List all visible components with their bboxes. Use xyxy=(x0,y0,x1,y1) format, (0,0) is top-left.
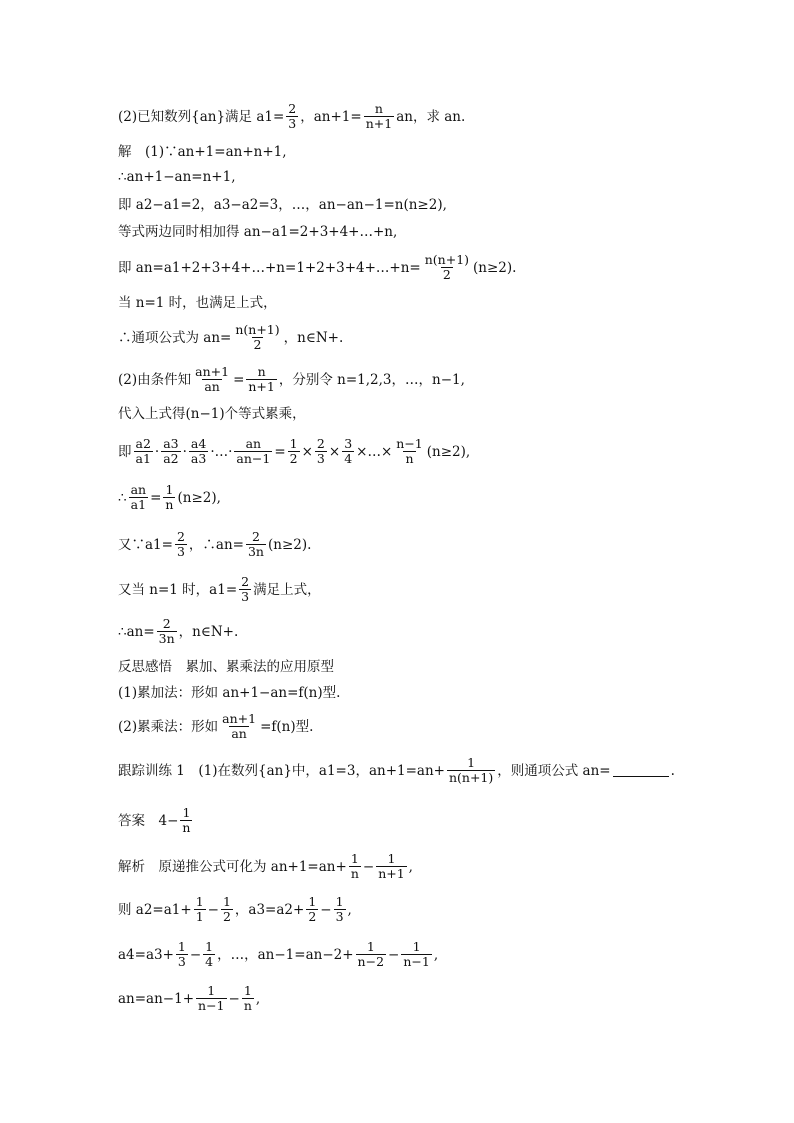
text: · xyxy=(182,443,187,460)
denominator: 4 xyxy=(344,451,353,466)
fraction xyxy=(342,437,354,466)
fraction xyxy=(233,323,281,352)
denominator: 2 xyxy=(253,337,262,352)
fraction xyxy=(246,530,266,559)
fraction xyxy=(239,575,251,604)
problem-2-statement xyxy=(118,102,465,131)
text: 则 a2=a1+ xyxy=(118,901,192,918)
text: a4=a3+ xyxy=(118,946,174,963)
answer-line xyxy=(118,806,194,835)
text: an，求 an. xyxy=(396,108,466,125)
text: ×…× xyxy=(356,443,393,460)
numerator: 1 xyxy=(165,482,174,497)
text: (1)累加法：形如 an+1−an=f(n)型. xyxy=(118,685,341,701)
numerator: a4 xyxy=(190,436,207,451)
numerator: n(n+1) xyxy=(235,322,280,337)
text: 解析 原递推公式可化为 an+1=an+ xyxy=(118,858,347,875)
answer-blank xyxy=(613,764,669,777)
solution-line xyxy=(118,168,236,186)
denominator: a1 xyxy=(130,497,147,512)
solution-line xyxy=(118,483,221,512)
fraction xyxy=(221,895,233,924)
text: = xyxy=(233,371,245,388)
text: 即 an=a1+2+3+4+…+n=1+2+3+4+…+n= xyxy=(118,259,421,276)
denominator: n xyxy=(405,451,414,466)
reflection-line xyxy=(118,712,313,741)
numerator: 1 xyxy=(177,939,186,954)
denominator: n−1 xyxy=(198,998,225,1013)
fraction xyxy=(364,102,394,131)
numerator: 1 xyxy=(205,939,214,954)
text: 又当 n=1 时，a1= xyxy=(118,581,238,598)
text: 即 a2−a1=2，a3−a2=3，…，an−an−1=n(n≥2), xyxy=(118,197,447,213)
solution-line xyxy=(118,617,238,646)
denominator: n xyxy=(243,998,252,1013)
text: 当 n=1 时，也满足上式， xyxy=(118,295,277,311)
text: ，n∈N+. xyxy=(178,623,239,640)
text: (n≥2). xyxy=(473,259,517,276)
denominator: a2 xyxy=(163,451,179,466)
fraction xyxy=(242,984,254,1013)
denominator: n−2 xyxy=(357,954,385,969)
denominator: 1 xyxy=(195,909,204,924)
text: (n≥2), xyxy=(426,443,471,460)
text: ，a3=a2+ xyxy=(234,901,305,918)
text: , xyxy=(408,858,413,875)
denominator: 3 xyxy=(316,451,325,466)
text: an=an−1+ xyxy=(118,990,195,1007)
text: × xyxy=(328,443,341,460)
text: × xyxy=(301,443,313,460)
text: ∴an= xyxy=(118,623,155,640)
text: = xyxy=(274,443,286,460)
fraction xyxy=(193,365,231,394)
numerator: 2 xyxy=(176,529,185,544)
denominator: 2 xyxy=(308,909,317,924)
numerator: 1 xyxy=(195,894,204,909)
fraction xyxy=(196,984,226,1013)
numerator: an xyxy=(245,436,262,451)
text: 解 (1)∵an+1=an+n+1, xyxy=(118,144,287,160)
denominator: 2 xyxy=(222,909,231,924)
denominator: 3 xyxy=(288,116,297,131)
text: − xyxy=(388,946,400,963)
fraction xyxy=(376,852,406,881)
denominator: 2 xyxy=(289,451,298,466)
solution-line xyxy=(118,294,277,312)
text: (2)由条件知 xyxy=(118,371,192,388)
numerator: n xyxy=(257,364,266,379)
text: − xyxy=(362,858,375,875)
fraction xyxy=(176,940,188,969)
text: 答案 4− xyxy=(118,812,179,829)
fraction xyxy=(334,895,346,924)
numerator: 1 xyxy=(207,983,216,998)
fraction xyxy=(234,437,272,466)
denominator: a3 xyxy=(190,451,207,466)
text: ，∴an= xyxy=(188,536,244,553)
denominator: n+1 xyxy=(248,379,275,394)
fraction xyxy=(203,940,215,969)
solution-line xyxy=(118,143,287,161)
denominator: 4 xyxy=(205,954,214,969)
solution-line xyxy=(118,405,306,423)
solution-line xyxy=(118,253,516,282)
fraction xyxy=(163,483,175,512)
practice-question xyxy=(118,756,675,785)
text: · xyxy=(154,443,160,460)
text: − xyxy=(207,901,219,918)
fraction xyxy=(161,437,180,466)
fraction xyxy=(447,756,495,785)
fraction xyxy=(220,712,258,741)
text: ，…，an−1=an−2+ xyxy=(217,946,354,963)
numerator: 1 xyxy=(182,805,191,820)
denominator: an−1 xyxy=(236,451,271,466)
fraction xyxy=(134,437,153,466)
denominator: an xyxy=(204,379,220,394)
denominator: an xyxy=(231,726,247,741)
fraction xyxy=(286,102,298,131)
reflection-line xyxy=(118,684,340,702)
fraction xyxy=(315,437,327,466)
numerator: 1 xyxy=(335,894,344,909)
denominator: 3 xyxy=(176,544,185,559)
numerator: an+1 xyxy=(222,711,257,726)
fraction xyxy=(401,940,431,969)
denominator: 3 xyxy=(177,954,186,969)
solution-line xyxy=(118,575,321,604)
numerator: 1 xyxy=(467,755,476,770)
reflection-heading xyxy=(118,658,334,676)
fraction xyxy=(423,253,471,282)
numerator: 1 xyxy=(366,939,375,954)
text: 跟踪训练 1 (1)在数列{an}中，a1=3，an+1=an+ xyxy=(118,762,445,779)
text: 等式两边同时相加得 an−a1=2+3+4+…+n, xyxy=(118,224,398,240)
numerator: 2 xyxy=(288,101,297,116)
text: − xyxy=(189,946,202,963)
numerator: 1 xyxy=(222,894,231,909)
analysis-line xyxy=(118,940,438,969)
numerator: n xyxy=(374,101,383,116)
denominator: n xyxy=(350,866,359,881)
denominator: n−1 xyxy=(403,954,430,969)
text: − xyxy=(320,901,332,918)
denominator: 3 xyxy=(241,589,250,604)
denominator: 2 xyxy=(442,267,451,282)
text: (n≥2), xyxy=(177,489,221,506)
text: , xyxy=(347,901,352,918)
analysis-line xyxy=(118,984,260,1013)
text: ·…· xyxy=(210,443,233,460)
numerator: n−1 xyxy=(396,436,423,451)
denominator: n+1 xyxy=(365,116,393,131)
solution-line xyxy=(118,323,343,352)
fraction xyxy=(180,806,192,835)
denominator: n xyxy=(165,497,174,512)
denominator: a1 xyxy=(135,451,151,466)
fraction xyxy=(349,852,361,881)
numerator: 2 xyxy=(252,529,260,544)
numerator: a3 xyxy=(163,436,179,451)
numerator: 1 xyxy=(350,851,359,866)
text: 反思感悟 累加、累乘法的应用原型 xyxy=(118,659,334,675)
text: ，n∈N+. xyxy=(283,329,344,346)
numerator: an+1 xyxy=(195,364,230,379)
numerator: a2 xyxy=(135,436,151,451)
fraction xyxy=(246,365,276,394)
solution-line xyxy=(118,437,470,466)
numerator: 3 xyxy=(344,436,353,451)
text: = xyxy=(150,489,162,506)
numerator: an xyxy=(130,482,147,497)
text: ∴an+1−an=n+1, xyxy=(118,169,236,185)
solution-line xyxy=(118,196,447,214)
text: ，分别令 n=1,2,3，…，n−1, xyxy=(278,371,465,388)
numerator: 2 xyxy=(162,616,171,631)
solution-line xyxy=(118,365,465,394)
text: (2)已知数列{an}满足 a1= xyxy=(118,108,285,125)
text: ∴通项公式为 an= xyxy=(118,329,232,346)
numerator: 1 xyxy=(289,436,298,451)
text: , xyxy=(433,946,439,963)
text: . xyxy=(670,762,675,779)
text: 满足上式， xyxy=(253,581,321,598)
denominator: 3 xyxy=(335,909,344,924)
numerator: 1 xyxy=(412,939,421,954)
numerator: 1 xyxy=(308,894,317,909)
denominator: 3n xyxy=(247,544,264,559)
fraction xyxy=(306,895,318,924)
denominator: 3n xyxy=(158,631,175,646)
numerator: 1 xyxy=(243,983,252,998)
text: (2)累乘法：形如 xyxy=(118,718,219,735)
analysis-line xyxy=(118,895,352,924)
solution-line xyxy=(118,223,397,241)
fraction xyxy=(194,895,206,924)
numerator: 2 xyxy=(316,436,325,451)
solution-line xyxy=(118,530,311,559)
fraction xyxy=(189,437,208,466)
denominator: n xyxy=(182,820,191,835)
text: 又∵a1= xyxy=(118,536,173,553)
fraction xyxy=(175,530,187,559)
text: ∴ xyxy=(118,489,127,506)
fraction xyxy=(129,483,149,512)
numerator: 2 xyxy=(241,574,250,589)
fraction xyxy=(394,437,424,466)
denominator: n(n+1) xyxy=(448,770,494,785)
numerator: 1 xyxy=(387,851,396,866)
text: =f(n)型. xyxy=(260,718,314,735)
analysis-line xyxy=(118,852,413,881)
fraction xyxy=(157,617,177,646)
denominator: n+1 xyxy=(378,866,405,881)
numerator: n(n+1) xyxy=(424,252,470,267)
text: , xyxy=(255,990,261,1007)
text: − xyxy=(228,990,240,1007)
text: 代入上式得(n−1)个等式累乘， xyxy=(118,406,306,422)
text: ，则通项公式 an= xyxy=(497,762,611,779)
text: ，an+1= xyxy=(300,108,362,125)
text: (n≥2). xyxy=(267,536,312,553)
text: 即 xyxy=(118,443,132,460)
fraction xyxy=(356,940,386,969)
fraction xyxy=(288,437,300,466)
